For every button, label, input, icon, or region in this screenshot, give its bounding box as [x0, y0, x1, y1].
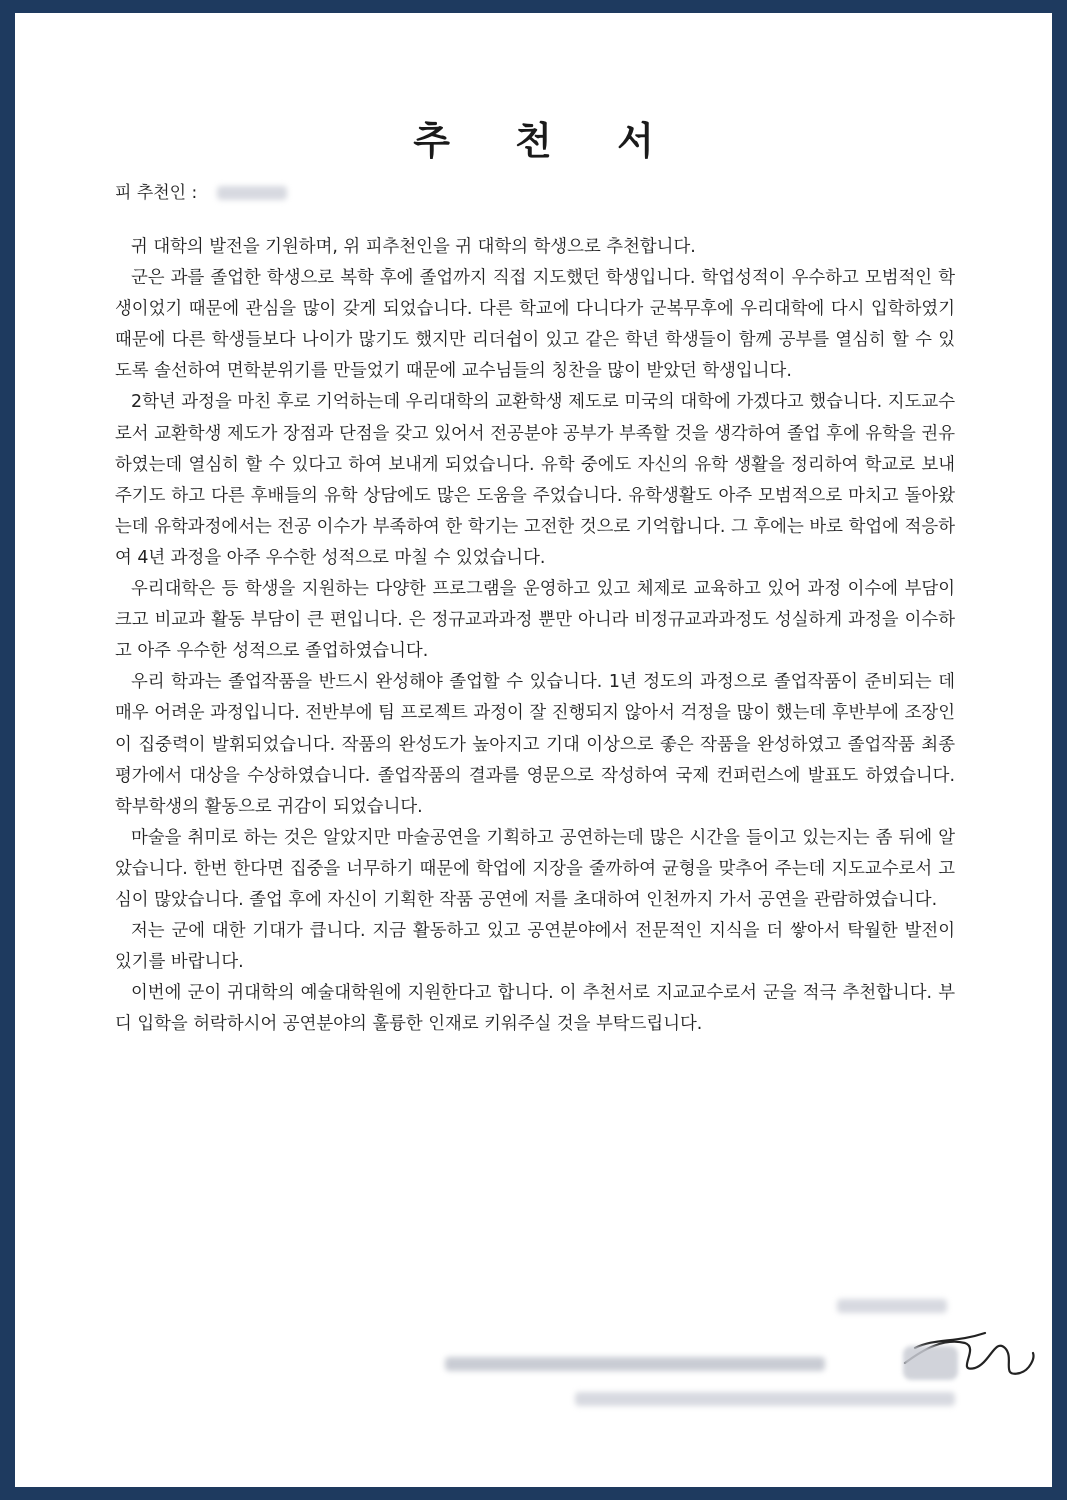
paragraph: 2학년 과정을 마친 후로 기억하는데 우리대학의 교환학생 제도로 미국의 대학에 가겠다고 했습니다. 지도교수로서 교환학생 제도가 장점과 단점을 갖고 있어서 전공분야 공부가 부족할 것을 생각하여 졸업 후에 유학을 권유하였는데 열심히 할 수 있다고 하여 보내게 되었습니다. 유학 중에도 자신의 유학 생활을 정리하여 학교로 보내주기도 하고 다른 후배들의 유학 상담에도 많은 도움을 주었습니다. 유학생활도 아주 모범적으로 마치고 돌아왔는데 유학과정에서는 전공 이수가 부족하여 한 학기는 고전한 것으로 기억합니다. 그 후에는 바로 학업에 적응하여 4년 과정을 아주 우수한 성적으로 마칠 수 있었습니다. [115, 392, 955, 568]
recipient-line [115, 178, 287, 203]
paragraph: 저는 군에 대한 기대가 큽니다. 지금 활동하고 있고 공연분야에서 전문적인 지식을 더 쌓아서 탁월한 발전이 있기를 바랍니다. [115, 921, 955, 973]
letter-body [115, 232, 955, 1040]
paragraph: 우리대학은 등 학생을 지원하는 다양한 프로그램을 운영하고 있고 체제로 교육하고 있어 과정 이수에 부담이 크고 비교과 활동 부담이 큰 편입니다. 은 정규교과과정 뿐만 아니라 비정규교과과정도 성실하게 과정을 이수하고 아주 우수한 성적으로 졸업하였습니다. [115, 579, 955, 662]
letter-page [15, 13, 1052, 1487]
redacted-recipient-name [217, 186, 287, 200]
redacted-date [837, 1295, 947, 1314]
paragraph: 군은 과를 졸업한 학생으로 복학 후에 졸업까지 직접 지도했던 학생입니다. 학업성적이 우수하고 모범적인 학생이었기 때문에 관심을 많이 갖게 되었습니다. 다른 학교에 다니다가 군복무후에 우리대학에 다시 입학하였기 때문에 다른 학생들보다 나이가 많기도 했지만 리더쉽이 있고 같은 학년 학생들이 함께 공부를 열심히 할 수 있도록 솔선하여 면학분위기를 만들었기 때문에 교수님들의 칭찬을 많이 받았던 학생입니다. [115, 268, 955, 382]
redacted-signer-affiliation [445, 1353, 825, 1372]
handwritten-signature [895, 1318, 1045, 1398]
paragraph: 이번에 군이 귀대학의 예술대학원에 지원한다고 합니다. 이 추천서로 지교교수로서 군을 적극 추천합니다. 부디 입학을 허락하시어 공연분야의 훌륭한 인재로 키워주실 것을 부탁드립니다. [115, 983, 955, 1035]
paragraph: 우리 학과는 졸업작품을 반드시 완성해야 졸업할 수 있습니다. 1년 정도의 과정으로 졸업작품이 준비되는 데 매우 어려운 과정입니다. 전반부에 팀 프로젝트 과정이 잘 진행되지 않아서 걱정을 많이 했는데 후반부에 조장인 이 집중력이 발휘되었습니다. 작품의 완성도가 높아지고 기대 이상으로 좋은 작품을 완성하였고 졸업작품 최종 평가에서 대상을 수상하였습니다. 졸업작품의 결과를 영문으로 작성하여 국제 컨퍼런스에 발표도 하였습니다. 학부학생의 활동으로 귀감이 되었습니다. [115, 672, 955, 817]
recipient-label: 피 추천인 : [115, 183, 198, 203]
paragraph: 마술을 취미로 하는 것은 알았지만 마술공연을 기획하고 공연하는데 많은 시간을 들이고 있는지는 좀 뒤에 알았습니다. 한번 한다면 집중을 너무하기 때문에 학업에 지장을 줄까하여 균형을 맞추어 주는데 지도교수로서 고심이 많았습니다. 졸업 후에 자신이 기획한 작품 공연에 저를 초대하여 인천까지 가서 공연을 관람하였습니다. [115, 827, 955, 910]
document-title: 추 천 서 [413, 118, 680, 163]
paragraph: 귀 대학의 발전을 기원하며, 위 피추천인을 귀 대학의 학생으로 추천합니다. [131, 237, 696, 257]
